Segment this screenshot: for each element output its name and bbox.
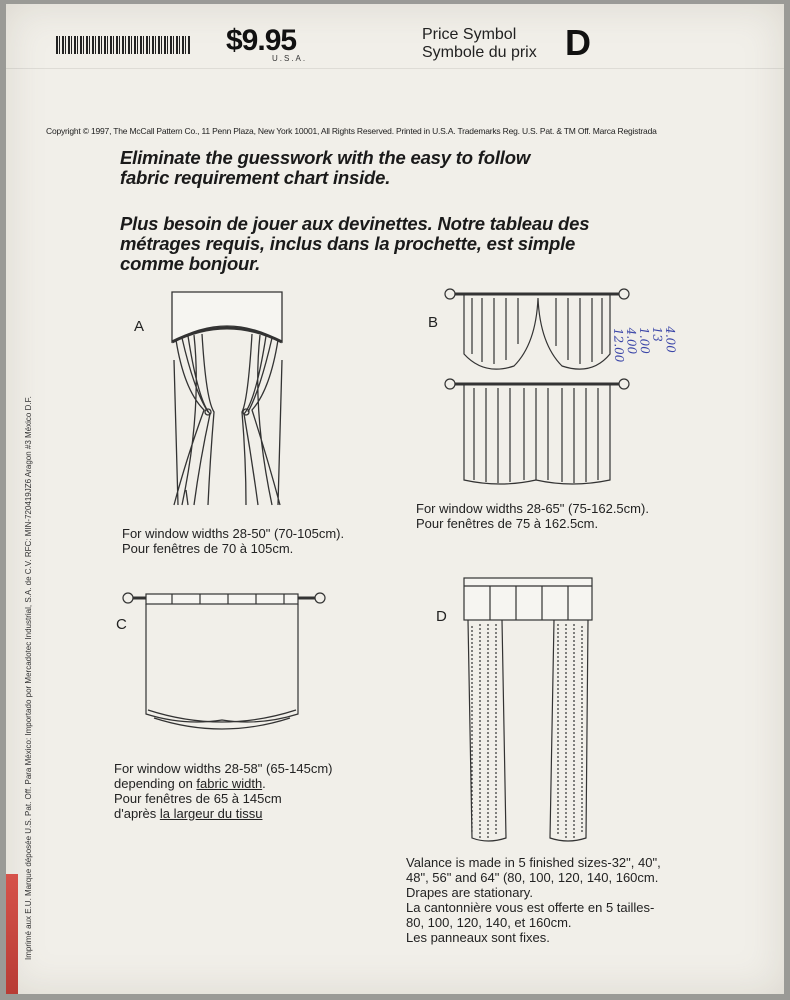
view-d-caption-2: 48", 56" and 64" (80, 100, 120, 140, 160cm. xyxy=(406,870,659,885)
view-d-caption-1: Valance is made in 5 finished sizes-32", 40", xyxy=(406,855,661,870)
view-d-caption-3: Drapes are stationary. xyxy=(406,885,533,900)
view-c-illustration xyxy=(124,584,324,754)
view-b-illustration xyxy=(444,284,630,494)
view-a-letter: A xyxy=(134,318,145,335)
view-b-caption-en: For window widths 28-65" (75-162.5cm). xyxy=(416,501,649,516)
view-a-caption-en: For window widths 28-50" (70-105cm). xyxy=(122,526,345,541)
view-a-illustration xyxy=(164,290,294,515)
price-symbol-letter: D xyxy=(565,22,591,63)
envelope-red-edge xyxy=(6,874,18,994)
view-d-caption-6: Les panneaux sont fixes. xyxy=(406,930,550,945)
view-b-caption-fr: Pour fenêtres de 75 à 162.5cm. xyxy=(416,516,599,531)
barcode xyxy=(56,36,190,54)
headline-fr-line2: métrages requis, inclus dans la prochette, est simple xyxy=(120,233,576,254)
price-symbol-label-en: Price Symbol xyxy=(422,26,517,43)
view-d-letter: D xyxy=(436,608,447,625)
view-a-caption-fr: Pour fenêtres de 70 à 105cm. xyxy=(122,541,294,556)
view-c-letter: C xyxy=(116,616,127,633)
view-c-caption-fr: Pour fenêtres de 65 à 145cm xyxy=(114,791,282,806)
headline-fr-line3: comme bonjour. xyxy=(120,253,261,274)
price-symbol-label-fr: Symbole du prix xyxy=(422,44,537,61)
view-c-caption-en-2: depending on fabric width. xyxy=(114,776,266,791)
handwritten-note: 4.00 13 1.00 4.00 12.00 xyxy=(611,325,678,363)
headline-en-line1: Eliminate the guesswork with the easy to follow xyxy=(120,147,531,168)
view-d-caption-5: 80, 100, 120, 140, et 160cm. xyxy=(406,915,572,930)
view-d-illustration xyxy=(458,576,598,846)
side-legal-text: Imprimé aux E.U. Marque déposée U.S. Pat. Off. Para México: Importado por Mercadotec Industrial, S.A. de C.V. RFC: MIN-720419JZ6 Aragon #3 México D.F. xyxy=(24,396,33,960)
view-c-caption-fr-2: d'après la largeur du tissu xyxy=(114,806,263,821)
price-country: U.S.A. xyxy=(272,54,308,63)
copyright-line: Copyright © 1997, The McCall Pattern Co., 11 Penn Plaza, New York 10001, All Rights Reserved. Printed in U.S.A. Trademarks Reg. U.S. Pat. & TM Off. Marca Registrada xyxy=(46,126,657,136)
price: $9.95 xyxy=(226,24,297,57)
headline-fr-line1: Plus besoin de jouer aux devinettes. Notre tableau des xyxy=(120,213,590,234)
view-c-caption-en: For window widths 28-58" (65-145cm) xyxy=(114,761,333,776)
headline-en-line2: fabric requirement chart inside. xyxy=(120,167,391,188)
view-b-letter: B xyxy=(428,314,439,331)
flap-fold-line xyxy=(6,68,784,69)
view-d-caption-4: La cantonnière vous est offerte en 5 tailles- xyxy=(406,900,655,915)
